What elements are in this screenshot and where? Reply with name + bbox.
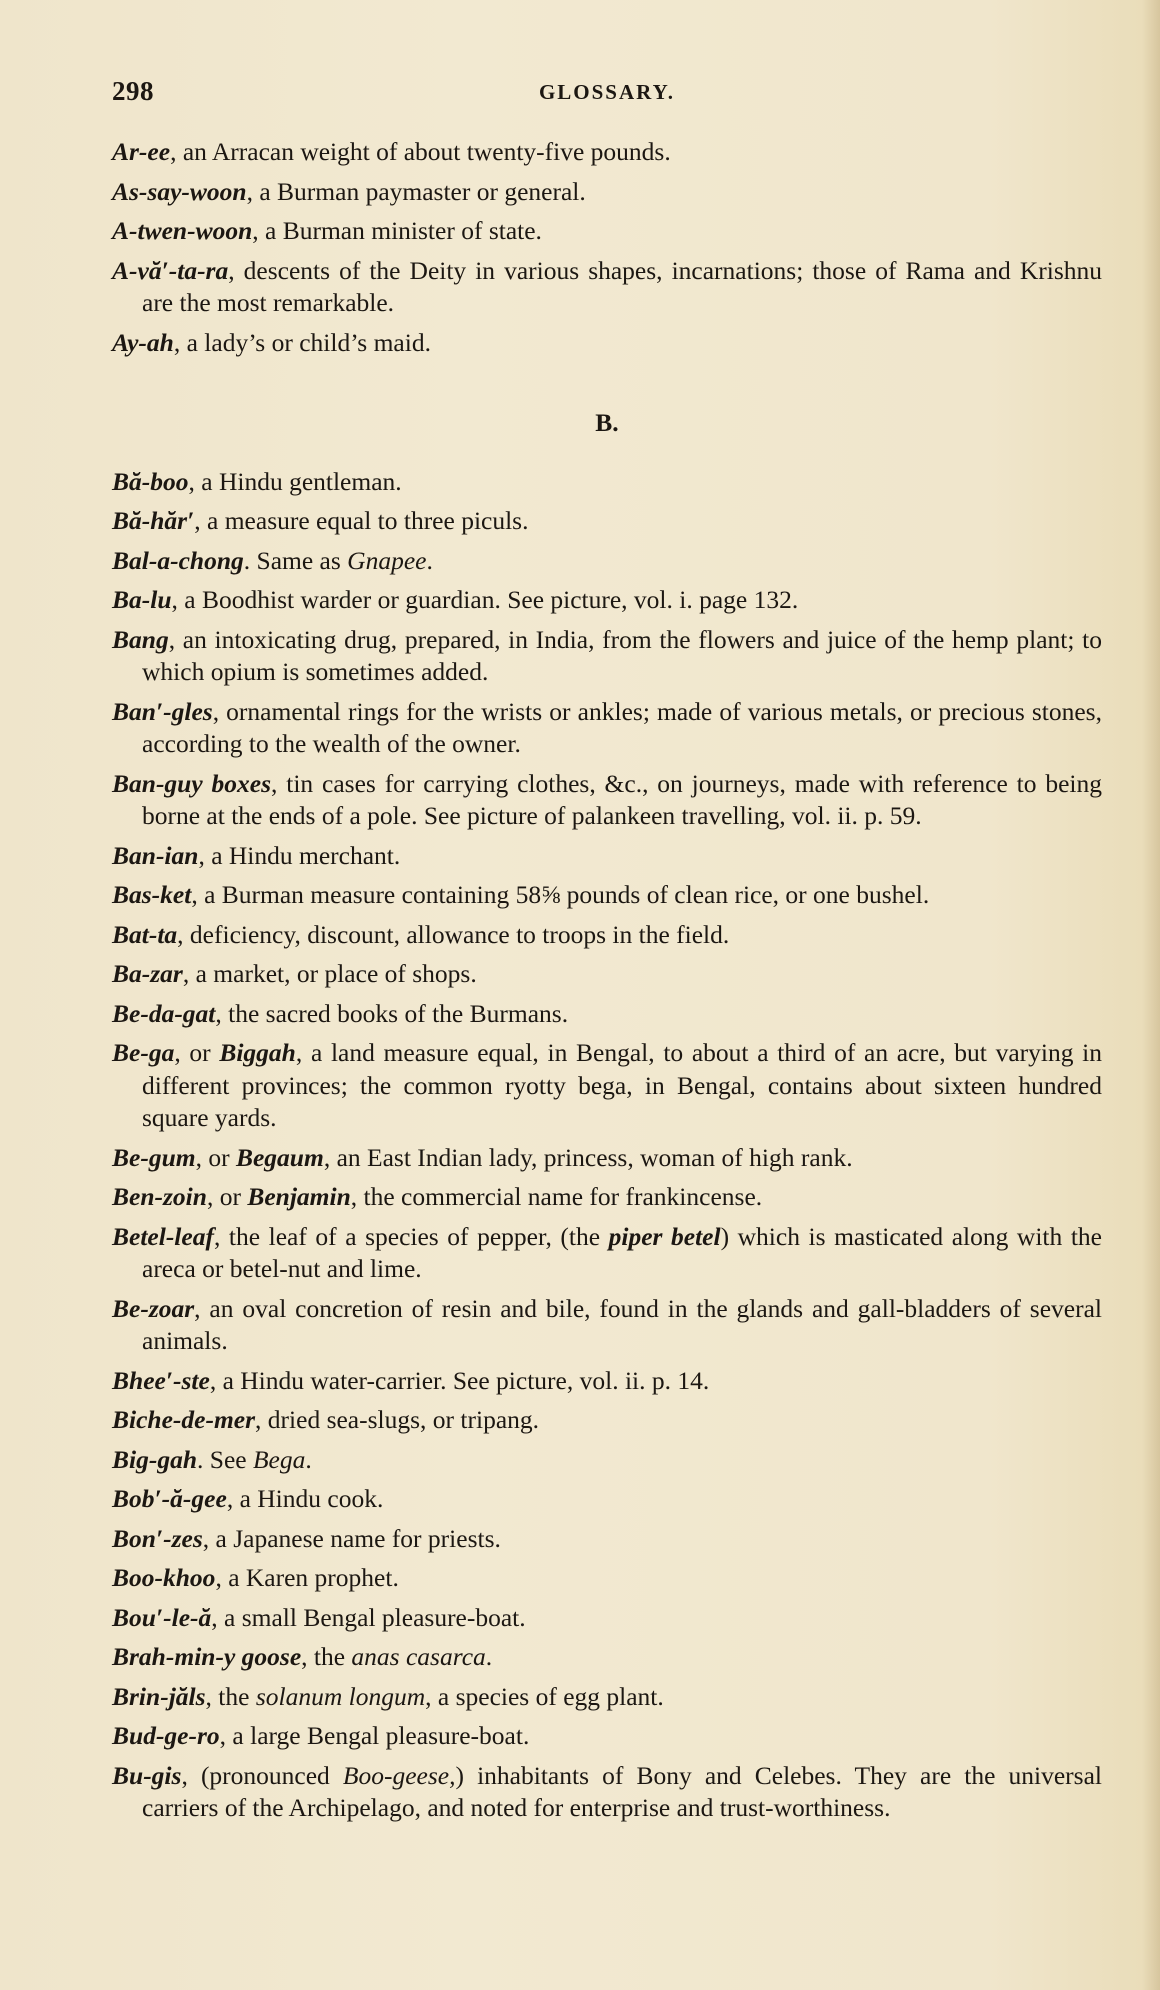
headword: Ban-guy boxes [112,768,272,798]
definition-text: . [426,545,433,575]
headword: Bang [112,624,169,654]
definition-text: , a lady’s or child’s maid. [173,327,431,357]
definition-text: , a Burman measure containing 58⅝ pounds of clean rice, or one bushel. [191,880,930,909]
definition-text: , a land measure equal, in Bengal, to about a third of an acre, but varying in different provinces; the common ryotty bega, in Bengal, contains about sixteen hundred square yards. [142,1038,1102,1132]
headword: Be-da-gat [112,998,216,1028]
glossary-entry [112,327,1102,360]
glossary-entry [112,1404,1102,1437]
headword: As-say-woon [112,176,247,206]
running-head: GLOSSARY. [538,80,676,104]
glossary-entry [112,1641,1102,1674]
secondary-headword: Biggah [219,1038,296,1067]
definition-text: , a Karen prophet. [215,1563,399,1592]
headword: Boo-khoo [112,1563,216,1592]
glossary-entry [112,584,1102,617]
definition-text: , descents of the Deity in various shapes, incarnations; those of Rama and Krishnu are the most remarkable. [142,255,1102,317]
glossary-entry [112,1602,1102,1635]
definition-text: . [305,1444,312,1474]
glossary-entry [112,998,1102,1031]
headword: Betel-leaf [112,1221,214,1251]
definition-text: , or [206,1182,248,1211]
secondary-headword: Begaum [235,1142,324,1172]
page-header [112,76,1102,116]
definition-text: , ornamental rings for the wrists or ankles; made of various metals, or precious stones, according to the wealth of the owner. [142,696,1102,758]
headword: Bă-hăr′ [112,506,195,535]
definition-text: , a Hindu gentleman. [188,466,402,496]
definition-text: , dried sea-slugs, or tripang. [255,1405,540,1434]
glossary-entry [112,1720,1102,1753]
definition-text: . [485,1642,493,1671]
glossary-section-a [112,136,1102,359]
headword: A-vă′-ta-ra [112,255,229,285]
definition-text: , the sacred books of the Burmans. [215,998,569,1028]
headword: Ban-ian [112,840,199,870]
definition-text: ) inhabitants of Bony and Celebes. They are the universal carriers of the Archipelago, and noted for enterprise and trust-worthiness. [142,1760,1102,1822]
headword: Bal-a-chong [112,545,244,575]
glossary-entry [112,958,1102,991]
definition-text: , a species of egg plant. [425,1681,664,1711]
glossary-entry [112,545,1102,578]
definition-text: , the commercial name for frankincense. [350,1182,763,1211]
headword: Be-gum [112,1142,196,1172]
definition-text: , a Japanese name for priests. [202,1523,501,1553]
glossary-entry [112,879,1102,912]
glossary-entry [112,1221,1102,1286]
headword: Be-ga [112,1038,175,1067]
definition-text: , a Burman paymaster or general. [246,176,586,206]
definition-text: , an intoxicating drug, prepared, in India, from the flowers and juice of the hemp plant; to which opium is sometimes added. [142,624,1102,686]
definition-text: , the [301,1642,352,1671]
definition-text: , a measure equal to three piculs. [194,506,529,535]
headword: Ba-lu [112,585,172,614]
page-number: 298 [112,76,154,106]
definition-text: , a Hindu merchant. [198,840,401,870]
definition-text: , a Boodhist warder or guardian. See picture, vol. i. page 132. [171,585,799,614]
glossary-entry [112,1523,1102,1556]
glossary-entry [112,1681,1102,1714]
definition-text: ) which is masticated along with the areca or betel-nut and lime. [142,1221,1102,1283]
italic-term: Gnapee [347,545,427,575]
definition-text: , a market, or place of shops. [182,959,477,988]
headword: Big-gah [112,1444,198,1474]
definition-text: , a Hindu cook. [226,1484,384,1513]
definition-text: , (pronounced [181,1760,343,1790]
glossary-entry [112,1760,1102,1825]
glossary-entry [112,1444,1102,1477]
glossary-entry [112,1365,1102,1398]
definition-text: , a large Bengal pleasure-boat. [219,1721,530,1750]
glossary-entry [112,1181,1102,1214]
headword: Ay-ah [112,327,174,357]
headword: Biche-de-mer [112,1405,256,1434]
glossary-section-b [112,466,1102,1825]
glossary-entry [112,136,1102,169]
glossary-entry [112,1037,1102,1135]
glossary-entry [112,919,1102,952]
glossary-entry [112,840,1102,873]
glossary-entry [112,624,1102,689]
glossary-entry [112,1142,1102,1175]
definition-text: , an oval concretion of resin and bile, found in the glands and gall-bladders of several animals. [142,1293,1102,1355]
glossary-entry [112,1562,1102,1595]
definition-text: , a Burman minister of state. [252,216,542,245]
glossary-entry [112,176,1102,209]
italic-term: Bega [252,1444,306,1474]
glossary-content [112,136,1102,1832]
definition-text: . Same as [243,545,348,575]
definition-text: , an East Indian lady, princess, woman of high rank. [323,1142,853,1172]
headword: Ba-zar [112,959,183,988]
headword: Bou′-le-ă [112,1602,212,1632]
glossary-entry [112,1293,1102,1358]
italic-term: anas casarca [351,1642,486,1671]
glossary-entry [112,768,1102,833]
definition-text: , an Arracan weight of about twenty-five pounds. [170,137,671,166]
section-letter-b: B. [595,408,619,437]
headword: Bhee′-ste [112,1365,210,1395]
glossary-entry [112,505,1102,538]
definition-text: , deficiency, discount, allowance to troops in the field. [177,919,730,949]
headword: Bob′-ă-gee [112,1484,227,1513]
glossary-entry [112,255,1102,320]
glossary-entry [112,215,1102,248]
headword: Brin-jăls [112,1681,206,1711]
headword: Bat-ta [112,919,178,949]
headword: Bu-gis [112,1760,182,1790]
secondary-headword: piper betel [608,1221,721,1251]
headword: A-twen-woon [112,216,253,245]
headword: Bă-boo [112,466,189,496]
definition-text: , or [195,1142,236,1172]
headword: Bon′-zes [112,1523,203,1553]
italic-term: Boo-geese, [342,1760,456,1790]
headword: Be-zoar [112,1293,195,1323]
page-spine-shadow [1142,0,1160,1990]
headword: Ar-ee [112,137,171,166]
glossary-entry [112,1483,1102,1516]
headword: Ben-zoin [112,1182,207,1211]
italic-term: solanum longum [255,1681,426,1711]
headword: Bud-ge-ro [112,1721,220,1750]
glossary-entry [112,466,1102,499]
secondary-headword: Benjamin [247,1182,351,1211]
headword: Bas-ket [112,880,192,909]
definition-text: , a Hindu water-carrier. See picture, vol. ii. p. 14. [209,1365,710,1395]
definition-text: , or [174,1038,220,1067]
definition-text: , the leaf of a species of pepper, (the [213,1221,609,1251]
definition-text: , the [205,1681,256,1711]
glossary-entry [112,696,1102,761]
definition-text: . See [197,1444,253,1474]
definition-text: , tin cases for carrying clothes, &c., on journeys, made with reference to being borne at the ends of a pole. See picture of palankeen travelling, vol. ii. p. 59. [142,768,1102,830]
headword: Brah-min-y goose [112,1642,302,1671]
headword: Ban′-gles [112,696,213,726]
definition-text: , a small Bengal pleasure-boat. [211,1602,526,1632]
